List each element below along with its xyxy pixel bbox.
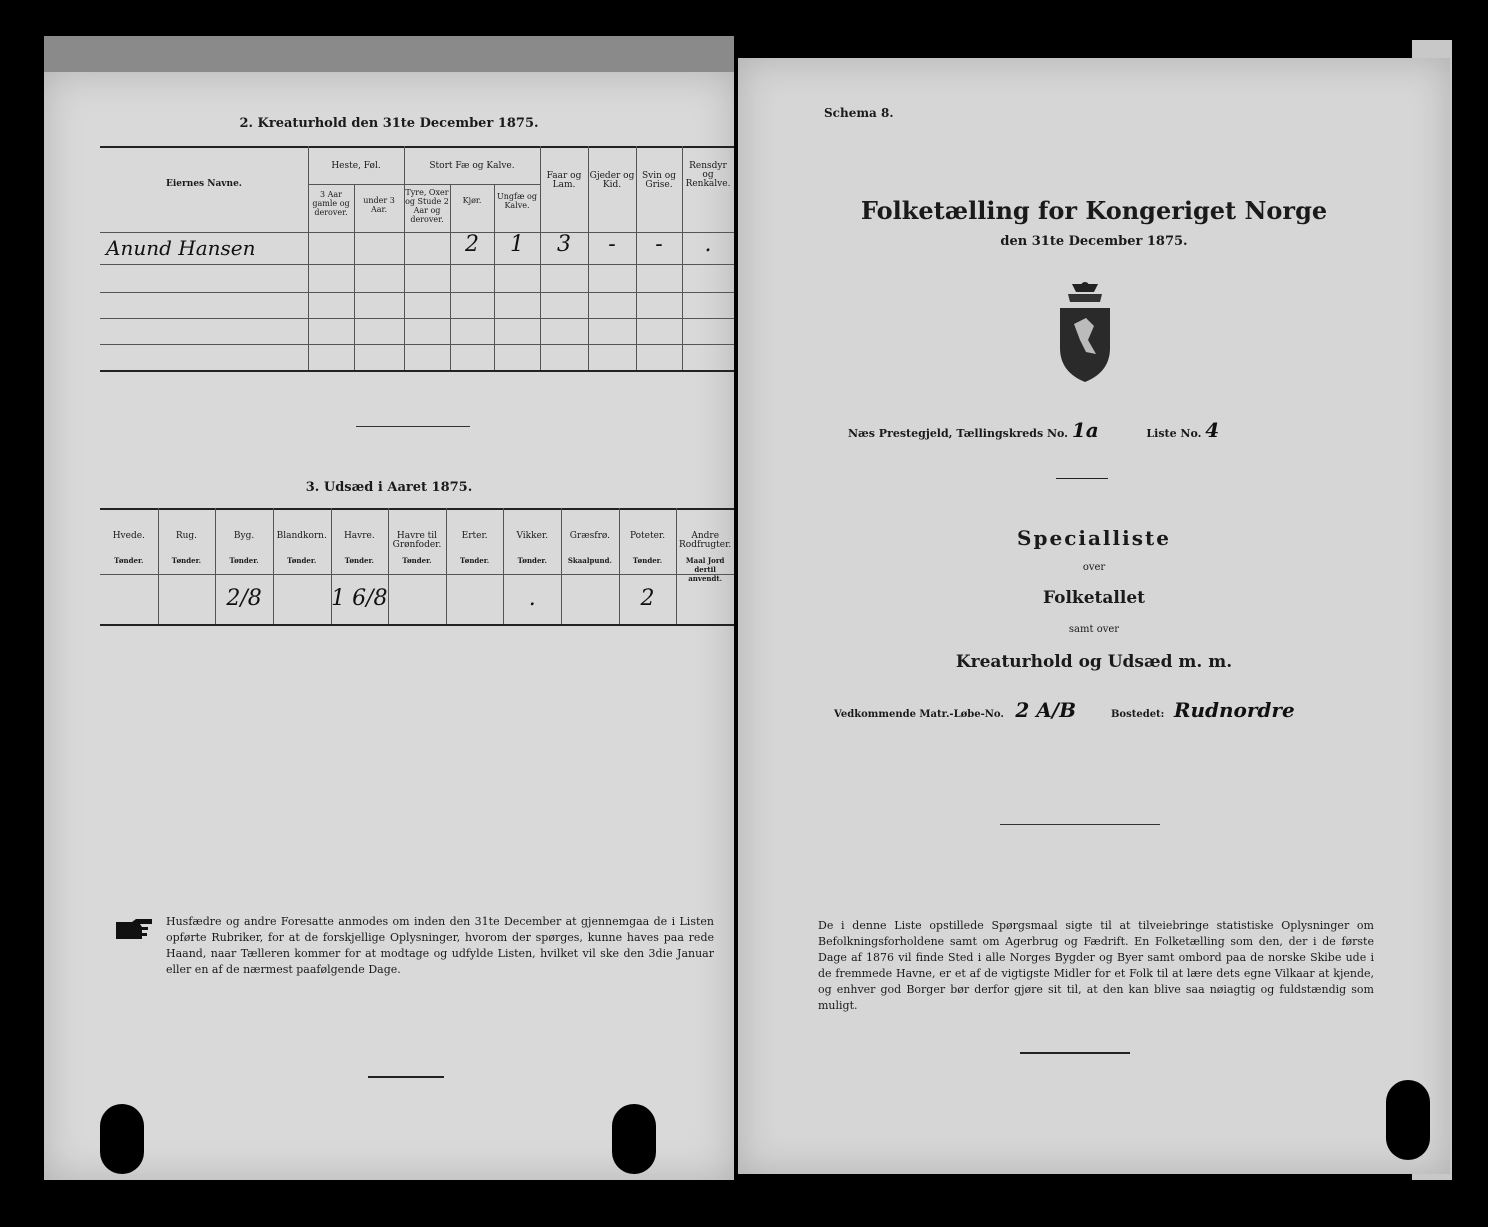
punch-hole [612,1104,656,1174]
prestegjeld: Næs Prestegjeld, [848,427,953,440]
bottom-rule [1020,1052,1130,1054]
seed-column-header: Havre til Grønfoder. [392,531,442,550]
horses-group-header: Heste, Føl. [331,161,381,171]
seed-column-divider [446,508,447,624]
liste-value: 4 [1205,418,1220,442]
pointing-hand-icon [114,918,154,940]
seed-column-header: Poteter. [629,531,666,541]
seed-column-unit: Tønder. [344,556,374,565]
seed-value: 2 [640,586,655,611]
seed-title: 3. Udsæd i Aaret 1875. [305,480,473,495]
reindeer-value: . [704,232,712,257]
matr-label: Vedkommende Matr.-Løbe-No. [834,709,1004,720]
goats-value: - [608,232,616,257]
coat-of-arms-icon [1054,280,1116,384]
cows-value: 2 [465,232,479,257]
pigs-header: Svin og Grise. [642,171,676,190]
seed-column-unit: Tønder. [402,556,432,565]
calves-header: Ungfæ og Kalve. [497,192,537,210]
seed-value: . [528,586,536,611]
samt-over-label: samt over [1068,624,1120,635]
divider [1056,478,1108,479]
livestock-title: 2. Kreaturhold den 31te December 1875. [239,116,539,131]
over-label: over [1082,562,1106,573]
pigs-value: - [655,232,663,257]
bosted-value: Rudnordre [1173,698,1295,722]
seed-column-unit: Tønder. [459,556,490,565]
seed-column-header: Erter. [461,531,488,541]
owner-header: Eiernes Navne. [166,179,242,189]
census-date: den 31te December 1875. [1000,234,1188,249]
cattle-group-header: Stort Fæ og Kalve. [429,161,515,171]
seed-column-divider [158,508,159,624]
main-title: Folketælling for Kongeriget Norge [860,196,1328,225]
property-line [834,698,1295,722]
specialliste-title: Specialliste [1017,526,1171,550]
bulls-header: Tyre, Oxer og Stude 2 Aar og derover. [405,188,449,224]
bosted-label: Bostedet: [1110,709,1165,720]
goats-header: Gjeder og Kid. [589,171,635,190]
location-line [848,418,1219,442]
cows-header: Kjør. [462,196,482,205]
krets-label: Tællingskreds No. [956,427,1068,440]
seed-column-header: Havre. [343,531,375,541]
seed-value: 1 6/8 [331,586,388,611]
seed-column-unit: Tønder. [171,556,202,565]
folketallet-title: Folketallet [1043,588,1145,608]
seed-column-unit: Maal Jord dertil anvendt. [685,556,725,583]
horse-old-header: 3 Aar gamle og derover. [312,190,350,217]
seed-column-divider [561,508,562,624]
calves-value: 1 [510,232,524,257]
right-page [738,58,1450,1174]
punch-hole [100,1104,144,1174]
seed-column-unit: Tønder. [229,556,259,565]
kreaturhold-title: Kreaturhold og Udsæd m. m. [955,652,1233,672]
seed-column-header: Hvede. [112,531,145,541]
seed-column-unit: Tønder. [114,556,144,565]
seed-column-header: Vikker. [516,531,549,541]
divider [1000,824,1160,825]
schema-label: Schema 8. [824,106,894,120]
horse-young-header: under 3 Aar. [363,196,395,214]
seed-column-header: Græsfrø. [569,531,611,541]
seed-column-unit: Tønder. [287,556,317,565]
sheep-header: Faar og Lam. [546,171,582,190]
seed-column-unit: Tønder. [517,556,547,565]
seed-column-unit: Tønder. [632,556,663,565]
seed-column-unit: Skaalpund. [567,556,612,565]
seed-value: 2/8 [226,586,262,611]
notice-text: Husfædre og andre Foresatte anmodes om inden den 31te December at gjennemgaa de i Listen opførte Rubriker, for at de forskjellige Oplysninger, hvorom der spørges, kunne haves paa rede Haand, naar Tælleren kommer for at modtage og udfylde Listen, hvilket vil ske den 3die Januar eller en af de nærmest paafølgende Dage. [166,915,714,976]
seed-column-divider [273,508,274,624]
left-page-top-strip [44,36,734,76]
punch-hole [1386,1080,1430,1160]
liste-label: Liste No. [1146,427,1202,440]
seed-column-header: Rug. [175,531,198,541]
owner-name: Anund Hansen [106,236,256,260]
left-page [44,72,734,1180]
seed-column-header: Byg. [233,531,255,541]
seed-column-header: Andre Rodfrugter. [679,531,732,550]
bottom-rule [368,1076,444,1078]
info-paragraph: De i denne Liste opstillede Spørgsmaal sigte til at tilveiebringe statistiske Oplysninger om Befolkningsforholdene samt om Agerbrug og Fædrift. En Folketælling som den, der i de første Dage af 1876 vil finde Sted i alle Norges Bygder og Byer samt ombord paa de norske Skibe ude i de fremmede Havne, er et af de vigtigste Midler for et Folk til at lære dets egne Vilkaar at kjende, og enhver god Borger bør derfor gjøre sit til, at den kan blive saa nøiagtig og fuldstændig som muligt. [818,919,1374,1012]
reindeer-header: Rensdyr og Renkalve. [685,161,731,189]
matr-value: 2 A/B [1015,698,1076,722]
sheep-value: 3 [557,232,571,257]
divider [356,426,470,427]
seed-column-divider [388,508,389,624]
krets-value: 1a [1071,418,1099,442]
seed-column-header: Blandkorn. [276,531,327,541]
